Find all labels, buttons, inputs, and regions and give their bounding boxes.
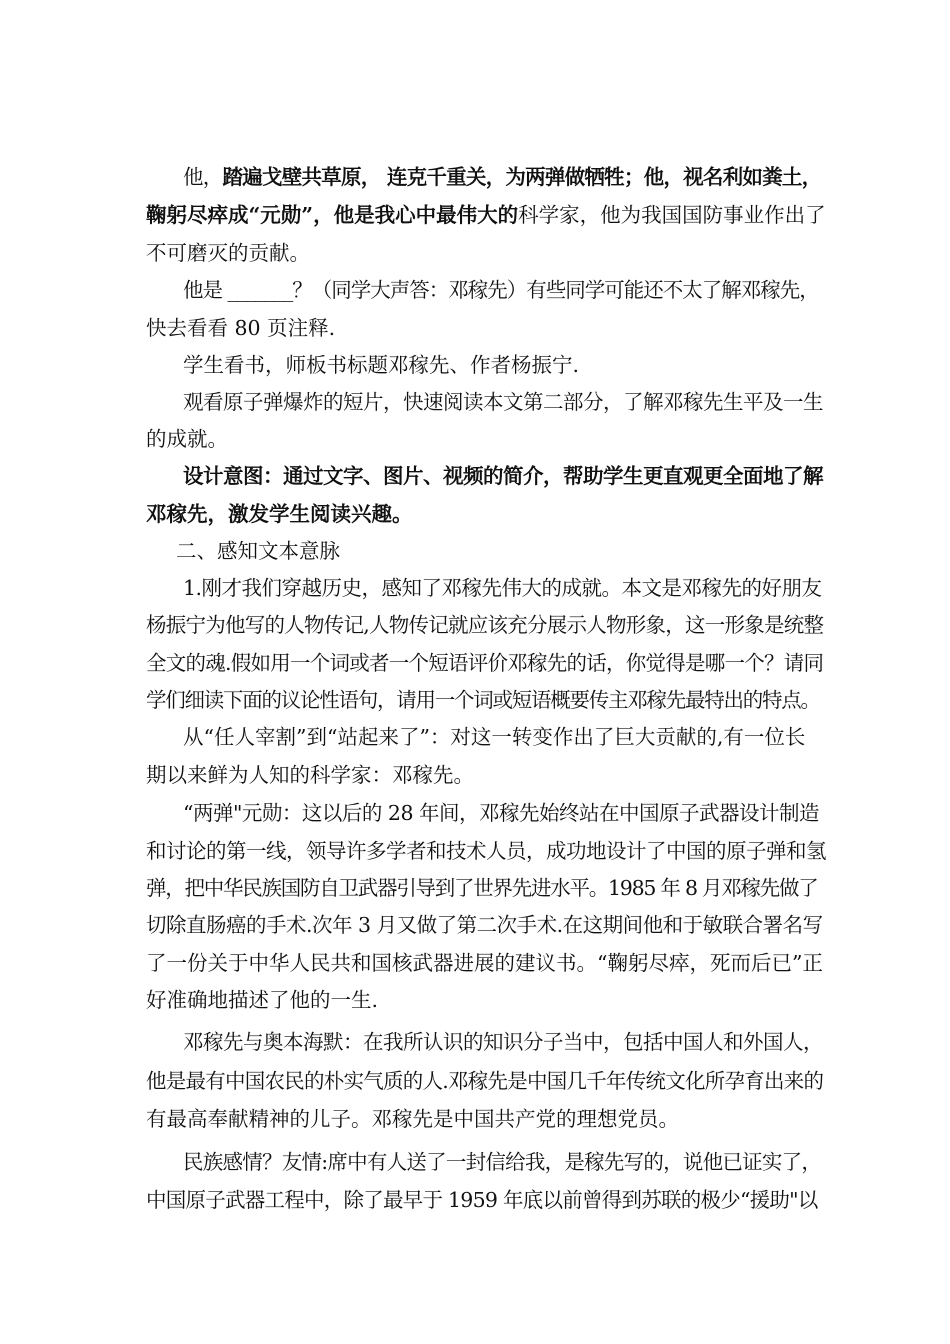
text-run: 中国原子武器工程中，除了最早于 1959 年底以前曾得到苏联的极少“援助"以 [146,1188,818,1212]
design-intent-text: 设计意图：通过文字、图片、视频的简介，帮助学生更直观更全面地了解 [183,464,823,488]
text-line [146,315,826,341]
text-run: 不可磨灭的贡献。 [146,241,310,265]
text-line [183,800,826,826]
text-line [146,202,826,228]
text-run: 好准确地描述了他的一生. [146,988,379,1012]
text-line [183,1149,826,1175]
text-line [146,838,826,864]
text-line [146,650,826,676]
text-line [183,575,826,601]
text-run: “两弹"元勋：这以后的 28 年间，邓稼先始终站在中国原子武器设计制造 [183,801,820,825]
text-line [146,987,826,1013]
text-line [146,912,826,938]
text-run: 学生看书，师板书标题邓稼先、作者杨振宁. [183,353,580,377]
text-line [146,501,826,527]
text-line [146,612,826,638]
text-line [183,164,826,190]
section-heading [176,538,856,564]
bold-text-run: 鞠躬尽瘁成“元勋”，他是我心中最伟大的 [146,203,519,227]
text-run: 的成就。 [146,427,228,451]
text-run: 有最高奉献精神的儿子。邓稼先是中国共产党的理想党员。 [146,1107,679,1131]
text-run: 和讨论的第一线，领导许多学者和技术人员，成功地设计了中国的原子弹和氢 [146,839,826,863]
text-line [183,352,826,378]
text-line [183,1029,826,1055]
text-run: 1.刚才我们穿越历史，感知了邓稼先伟大的成就。本文是邓稼先的好朋友 [183,576,822,600]
text-run: 从“任人宰割”到“站起来了”：对这一转变作出了巨大贡献的,有一位长 [183,725,806,749]
text-run: 他， [183,165,223,189]
text-run: 快去看看 80 页注释. [146,316,336,340]
text-line [146,762,826,788]
text-line [183,724,826,750]
text-run: 学们细读下面的议论性语句，请用一个词或短语概要传主邓稼先最特出的特点。 [146,688,820,712]
text-run: 科学家，他为我国国防事业作出了 [518,203,826,227]
bold-text-run: 踏遍戈壁共草原， 连克千重关，为两弹做牺牲；他，视名利如粪土， [222,165,822,189]
text-line [146,687,826,713]
text-run: 了一份关于中华人民共和国核武器进展的建议书。“鞠躬尽瘁，死而后已”正 [146,951,823,975]
section-heading-text: 二、感知文本意脉 [176,539,340,563]
text-run: 全文的魂.假如用一个词或者一个短语评价邓稼先的话，你觉得是哪一个？请同 [146,651,824,675]
text-line [183,389,826,415]
text-line [146,1187,826,1213]
text-line [146,950,826,976]
text-line [183,463,826,489]
text-run: 邓稼先与奥本海默：在我所认识的知识分子当中，包括中国人和外国人， [183,1030,823,1054]
text-run: 杨振宁为他写的人物传记,人物传记就应该充分展示人物形象，这一形象是统整 [146,613,824,637]
text-run: 切除直肠癌的手术.次年 3 月又做了第二次手术.在这期间他和于敏联合署名写 [146,913,823,937]
text-line [183,277,826,303]
text-line [146,240,826,266]
text-run: 民族感情？友情:席中有人送了一封信给我，是稼先写的，说他已证实了， [183,1150,822,1174]
design-intent-text: 邓稼先，激发学生阅读兴趣。 [146,502,413,526]
text-line [146,1106,826,1132]
text-line [146,426,826,452]
text-run: 他是 _______？（同学大声答：邓稼先）有些同学可能还不太了解邓稼先， [183,278,819,302]
text-line [146,1068,826,1094]
text-run: 观看原子弹爆炸的短片，快速阅读本文第二部分，了解邓稼先生平及一生 [183,390,823,414]
text-line [146,875,826,901]
text-run: 弹，把中华民族国防自卫武器引导到了世界先进水平。1985 年 8 月邓稼先做了 [146,876,818,900]
text-run: 期以来鲜为人知的科学家：邓稼先。 [146,763,474,787]
text-run: 他是最有中国农民的朴实气质的人.邓稼先是中国几千年传统文化所孕育出来的 [146,1069,824,1093]
